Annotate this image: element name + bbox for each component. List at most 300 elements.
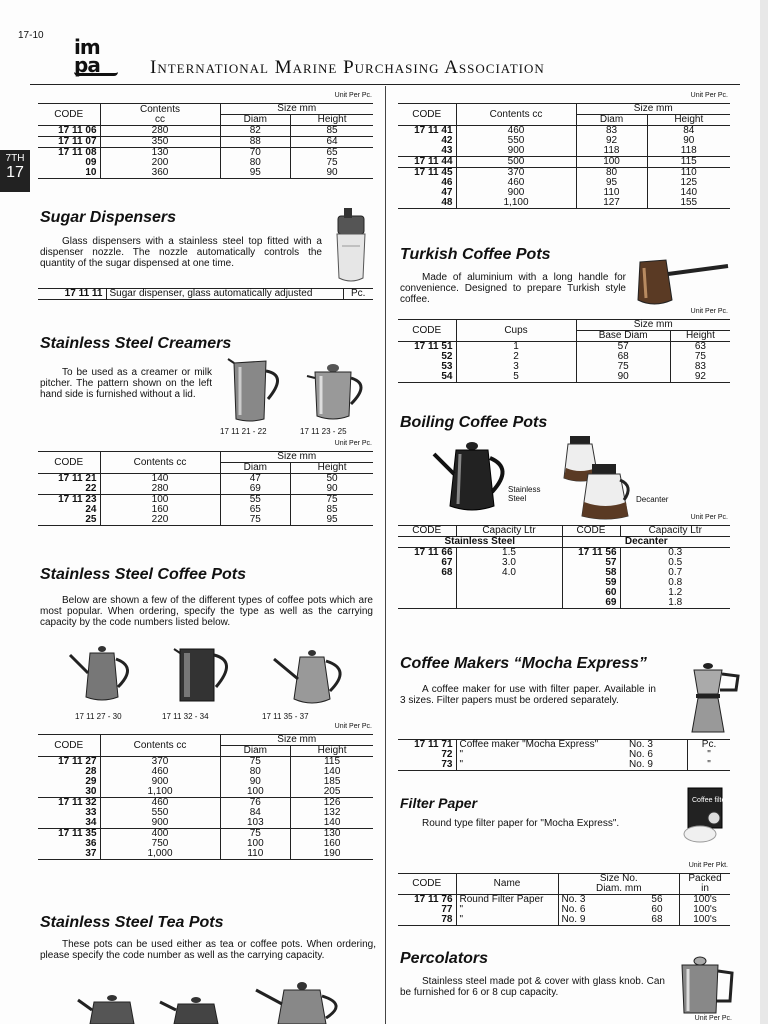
column-divider — [385, 86, 386, 1024]
contents-cell: 900 — [456, 188, 576, 198]
unit-cell: Pc. — [688, 740, 730, 751]
t1-body — [38, 126, 373, 179]
contents-cell: 130 — [100, 148, 220, 159]
side-tab-number: 17 — [6, 164, 24, 181]
th-size: Size mm — [576, 320, 730, 331]
th-diam: Diam — [576, 115, 647, 126]
coffeepots-cap2: 17 11 32 - 34 — [162, 712, 209, 721]
height-cell: 190 — [291, 849, 373, 860]
code-cell: 78 — [441, 914, 453, 925]
cups-cell: 5 — [456, 372, 576, 383]
boiling-body — [398, 548, 730, 609]
decanter-capacity-cell: 1.8 — [620, 598, 730, 609]
steel-code-cell: 17 11 66 — [414, 547, 453, 558]
percolators-unit: Unit Per Pc. — [694, 1015, 732, 1022]
contents-cell: 100 — [100, 495, 220, 506]
diam-cell: 47 — [220, 474, 291, 485]
steel-capacity-cell: 4.0 — [456, 568, 562, 578]
height-cell: 75 — [291, 495, 373, 506]
name-cell: " — [456, 915, 558, 926]
coffeepots-cap1: 17 11 27 - 30 — [75, 712, 122, 721]
table-row — [398, 198, 730, 209]
code-cell: 47 — [441, 187, 453, 198]
base-diam-cell: 57 — [576, 342, 670, 353]
diam-cell: 80 — [220, 767, 291, 777]
diam-cell: 84 — [220, 808, 291, 818]
contents-cell: 1,100 — [456, 198, 576, 209]
code-cell: 33 — [85, 807, 97, 818]
percolators-desc: Stainless steel made pot & cover with glass knob. Can be furnished for 6 or 8 cup capacity. — [400, 976, 665, 998]
code-cell: 54 — [441, 371, 453, 382]
cups-cell: 2 — [456, 352, 576, 362]
cups-cell: 1 — [456, 342, 576, 353]
steel-code-cell — [398, 588, 456, 598]
side-tab-edition: 7TH — [5, 153, 25, 164]
code-cell: 17 11 32 — [38, 798, 100, 809]
t2-body — [398, 126, 730, 209]
coffeepots-table — [38, 734, 373, 860]
th-code: CODE — [398, 104, 456, 126]
code-cell: 17 11 71 — [414, 739, 453, 750]
contents-cell: 550 — [456, 136, 576, 146]
diam-cell: 55 — [220, 495, 291, 506]
item-cell: " — [456, 750, 626, 760]
height-cell: 90 — [291, 168, 373, 179]
th-code-2: CODE — [562, 526, 620, 537]
th-decanter: Decanter — [562, 537, 730, 548]
contents-cell: 370 — [100, 757, 220, 768]
coffeepots-unit: Unit Per Pc. — [334, 723, 372, 730]
packed-cell: 100's — [680, 915, 730, 926]
coffeepots-cap3: 17 11 35 - 37 — [262, 712, 309, 721]
code-cell: 36 — [85, 838, 97, 849]
code-cell: 09 — [85, 157, 97, 168]
sugar-unit: Pc. — [343, 289, 373, 300]
boiling-label-steel: Stainless Steel — [508, 485, 541, 503]
height-cell: 92 — [670, 372, 730, 383]
decanter-code-cell: 69 — [562, 598, 620, 609]
height-cell: 140 — [647, 188, 730, 198]
base-diam-cell: 75 — [576, 362, 670, 372]
table-row — [38, 168, 373, 179]
contents-cell: 750 — [100, 839, 220, 849]
code-cell: 37 — [85, 848, 97, 859]
table-row — [398, 760, 730, 771]
table-row — [398, 915, 730, 926]
mocha-desc: A coffee maker for use with filter paper. Available in 3 sizes. Filter papers must be ordered separately. — [400, 684, 656, 706]
th-height: Height — [647, 115, 730, 126]
th-contents: Contents cc — [100, 735, 220, 757]
creamers-table — [38, 451, 373, 526]
steel-capacity-cell — [456, 578, 562, 588]
coffeepots-body — [38, 757, 373, 860]
coffeepot-straight-icon — [172, 643, 244, 705]
diam-cell: 100 — [220, 839, 291, 849]
diam-cell: 82 — [220, 126, 291, 137]
sugar-table — [38, 288, 373, 300]
table-row — [38, 484, 373, 495]
sugar-dispenser-icon — [330, 206, 372, 286]
height-cell: 84 — [647, 126, 730, 137]
height-cell: 85 — [291, 505, 373, 515]
code-cell: 34 — [85, 817, 97, 828]
side-tab[interactable] — [0, 150, 30, 192]
t1-unit: Unit Per Pc. — [334, 92, 372, 99]
header-rule — [30, 84, 740, 85]
diam-cell: 95 — [576, 178, 647, 188]
th-code: CODE — [38, 452, 100, 474]
filter-unit: Unit Per Pkt. — [688, 862, 728, 869]
cups-cell: 3 — [456, 362, 576, 372]
th-code: CODE — [38, 735, 100, 757]
height-cell: 130 — [291, 829, 373, 840]
contents-cell: 140 — [100, 474, 220, 485]
teapot-1-icon — [76, 992, 150, 1024]
contents-cell: 900 — [100, 777, 220, 787]
page-edge — [760, 0, 768, 1024]
boiling-label-decanter: Decanter — [636, 495, 669, 504]
item-cell: " — [456, 760, 626, 771]
code-cell: 17 11 35 — [38, 829, 100, 840]
code-cell: 25 — [85, 514, 97, 525]
teapot-2-icon — [156, 994, 236, 1024]
table-row — [398, 146, 730, 157]
filter-table — [398, 873, 730, 926]
code-cell: 17 11 45 — [398, 168, 456, 179]
diam-cell: 80 — [576, 168, 647, 179]
th-base: Base Diam — [576, 331, 670, 342]
steel-capacity-cell — [456, 588, 562, 598]
unit-cell: " — [688, 750, 730, 760]
decanter-code-cell: 60 — [562, 588, 620, 598]
impa-logo — [74, 35, 118, 77]
decanter-capacity-cell: 1.2 — [620, 588, 730, 598]
height-cell: 85 — [291, 126, 373, 137]
code-cell: 73 — [441, 759, 453, 770]
height-cell: 64 — [291, 137, 373, 148]
height-cell: 205 — [291, 787, 373, 798]
name-cell: Round Filter Paper — [456, 895, 558, 906]
coffeepots-title: Stainless Steel Coffee Pots — [40, 566, 246, 583]
diam-cell: 56 — [651, 894, 663, 905]
contents-cell: 360 — [100, 168, 220, 179]
percolators-title: Percolators — [400, 950, 489, 967]
table-row — [38, 137, 373, 148]
height-cell: 83 — [670, 362, 730, 372]
table-row — [38, 849, 373, 860]
creamers-desc: To be used as a creamer or milk pitcher. The pattern shown on the left hand side is furnished without a lid. — [40, 367, 212, 400]
steel-code-cell: 67 — [441, 557, 453, 568]
sugar-desc: Glass dispensers with a stainless steel top fitted with a dispenser nozzle. The nozzle automatically controls the quantity of the sugar dispensed at one time. — [40, 236, 322, 269]
th-name: Name — [456, 874, 558, 895]
th-code: CODE — [38, 104, 100, 126]
teapots-title: Stainless Steel Tea Pots — [40, 914, 224, 931]
th-size: Size mm — [220, 735, 373, 746]
boiling-title: Boiling Coffee Pots — [400, 414, 548, 431]
mocha-body — [398, 740, 730, 771]
th-diam: Diam — [220, 463, 291, 474]
th-capacity-2: Capacity Ltr — [620, 526, 730, 537]
contents-cell: 280 — [100, 484, 220, 495]
height-cell: 140 — [291, 818, 373, 829]
height-cell: 110 — [647, 168, 730, 179]
th-height: Height — [670, 331, 730, 342]
code-cell: 17 11 21 — [58, 473, 97, 484]
th-cups: Cups — [456, 320, 576, 342]
diam-cell: 83 — [576, 126, 647, 137]
decanter-code-cell: 59 — [562, 578, 620, 588]
contents-cell: 400 — [100, 829, 220, 840]
th-code: CODE — [398, 874, 456, 895]
diam-cell: 76 — [220, 798, 291, 809]
decanter-code-cell: 57 — [562, 558, 620, 568]
turkish-title: Turkish Coffee Pots — [400, 246, 551, 263]
diam-cell: 110 — [576, 188, 647, 198]
diam-cell: 80 — [220, 158, 291, 168]
diam-cell: 75 — [220, 515, 291, 526]
boiling-table — [398, 525, 730, 609]
contents-cell: 460 — [456, 126, 576, 137]
logo-bottom: pa — [74, 53, 100, 77]
turkish-table — [398, 319, 730, 383]
th-code: CODE — [398, 526, 456, 537]
th-height: Height — [291, 463, 373, 474]
height-cell: 90 — [291, 484, 373, 495]
table-row — [38, 126, 373, 137]
th-size: Size mm — [576, 104, 730, 115]
contents-cell: 550 — [100, 808, 220, 818]
th-contents: Contents cc — [100, 104, 220, 126]
code-cell: 42 — [441, 135, 453, 146]
coffeepot-bellied-icon — [270, 645, 356, 707]
contents-cell: 160 — [100, 505, 220, 515]
code-cell: 17 11 51 — [414, 341, 453, 352]
th-size: Size No. Diam. mm — [558, 874, 680, 895]
unit-cell: " — [688, 760, 730, 771]
height-cell: 50 — [291, 474, 373, 485]
steel-capacity-cell: 3.0 — [456, 558, 562, 568]
code-cell: 17 11 07 — [38, 137, 100, 148]
contents-cell: 220 — [100, 515, 220, 526]
name-cell: " — [456, 905, 558, 915]
height-cell: 126 — [291, 798, 373, 809]
height-cell: 132 — [291, 808, 373, 818]
packed-cell: 100's — [680, 895, 730, 906]
creamers-cap1: 17 11 21 - 22 — [220, 427, 267, 436]
th-contents: Contents cc — [456, 104, 576, 126]
turkish-body — [398, 342, 730, 383]
th-size: Size mm — [220, 452, 373, 463]
t2-table — [398, 103, 730, 209]
sugar-code: 17 11 11 — [64, 288, 103, 299]
diam-cell: 88 — [220, 137, 291, 148]
contents-cell: 460 — [100, 767, 220, 777]
code-cell: 24 — [85, 504, 97, 515]
th-capacity: Capacity Ltr — [456, 526, 562, 537]
logo-top: im — [74, 35, 100, 59]
height-cell: 65 — [291, 148, 373, 159]
code-cell: 46 — [441, 177, 453, 188]
height-cell: 115 — [291, 757, 373, 768]
table-row — [398, 372, 730, 383]
size-cell: No. 9 — [629, 759, 653, 770]
height-cell: 140 — [291, 767, 373, 777]
th-diam: Diam — [220, 746, 291, 757]
diam-cell: 75 — [220, 757, 291, 768]
turkish-desc: Made of aluminium with a long handle for convenience. Designed to prepare Turkish style coffee. — [400, 272, 626, 305]
th-steel: Stainless Steel — [398, 537, 562, 548]
th-packed: Packed in — [680, 874, 730, 895]
height-cell: 155 — [647, 198, 730, 209]
height-cell: 118 — [647, 146, 730, 157]
diam-cell: 75 — [220, 829, 291, 840]
sugar-item: Sugar dispenser, glass automatically adjusted — [106, 289, 343, 300]
teapot-3-icon — [252, 978, 352, 1024]
filter-desc: Round type filter paper for "Mocha Express". — [422, 818, 620, 829]
creamers-cap2: 17 11 23 - 25 — [300, 427, 347, 436]
diam-cell: 70 — [220, 148, 291, 159]
packed-cell: 100's — [680, 905, 730, 915]
contents-cell: 500 — [456, 157, 576, 168]
table-row — [38, 515, 373, 526]
height-cell: 115 — [647, 157, 730, 168]
th-height: Height — [291, 115, 373, 126]
diam-cell: 127 — [576, 198, 647, 209]
height-cell: 75 — [291, 158, 373, 168]
contents-cell: 1,000 — [100, 849, 220, 860]
table-row — [38, 787, 373, 798]
creamers-unit: Unit Per Pc. — [334, 440, 372, 447]
code-cell: 17 11 76 — [414, 894, 453, 905]
contents-cell: 200 — [100, 158, 220, 168]
size-cell: No. 3 — [629, 739, 653, 750]
diam-cell: 65 — [220, 505, 291, 515]
diam-cell: 110 — [220, 849, 291, 860]
creamer-jug-icon — [226, 355, 296, 425]
teapots-desc: These pots can be used either as tea or coffee pots. When ordering, please specify the code number as well as the carrying capacity. — [40, 939, 376, 961]
size-cell: No. 6 — [629, 749, 653, 760]
diam-cell: 100 — [220, 787, 291, 798]
contents-cell: 460 — [100, 798, 220, 809]
diam-cell: 118 — [576, 146, 647, 157]
code-cell: 17 11 08 — [38, 148, 100, 159]
code-cell: 10 — [85, 167, 97, 178]
org-name: International Marine Purchasing Association — [150, 57, 545, 78]
code-cell: 52 — [441, 351, 453, 362]
height-cell: 185 — [291, 777, 373, 787]
th-diam: Diam — [220, 115, 291, 126]
sugar-title: Sugar Dispensers — [40, 209, 177, 226]
diam-cell: 103 — [220, 818, 291, 829]
code-cell: 17 11 27 — [58, 756, 97, 767]
steel-code-cell — [398, 578, 456, 588]
decanter-capacity-cell: 0.7 — [620, 568, 730, 578]
boiling-unit: Unit Per Pc. — [690, 514, 728, 521]
diam-cell: 68 — [651, 914, 663, 925]
size-no-cell: No. 3 — [558, 895, 635, 906]
contents-cell: 350 — [100, 137, 220, 148]
size-no-cell: No. 9 — [558, 915, 635, 926]
decanter-capacity-cell: 0.3 — [620, 548, 730, 559]
decanter-large-icon — [580, 462, 632, 520]
decanter-capacity-cell: 0.8 — [620, 578, 730, 588]
contents-cell: 1,100 — [100, 787, 220, 798]
creamer-lid-icon — [305, 358, 375, 424]
diam-cell: 90 — [220, 777, 291, 787]
diam-cell: 69 — [220, 484, 291, 495]
mocha-table — [398, 739, 730, 771]
contents-cell: 900 — [100, 818, 220, 829]
decanter-code-cell: 17 11 56 — [562, 548, 620, 559]
height-cell: 160 — [291, 839, 373, 849]
filter-body — [398, 895, 730, 926]
code-cell: 72 — [441, 749, 453, 760]
turkish-pot-icon — [632, 252, 732, 308]
contents-cell: 900 — [456, 146, 576, 157]
filter-box-label: Coffee filter — [692, 797, 728, 804]
base-diam-cell: 68 — [576, 352, 670, 362]
diam-cell: 92 — [576, 136, 647, 146]
code-cell: 77 — [441, 904, 453, 915]
height-cell: 90 — [647, 136, 730, 146]
steel-capacity-cell: 1.5 — [456, 548, 562, 559]
th-height: Height — [291, 746, 373, 757]
code-cell: 17 11 41 — [414, 125, 453, 136]
t2-unit: Unit Per Pc. — [690, 92, 728, 99]
code-cell: 29 — [85, 776, 97, 787]
steel-code-cell — [398, 598, 456, 609]
base-diam-cell: 90 — [576, 372, 670, 383]
steel-code-cell: 68 — [441, 567, 453, 578]
decanter-code-cell: 58 — [562, 568, 620, 578]
code-cell: 17 11 44 — [398, 157, 456, 168]
contents-cell: 370 — [456, 168, 576, 179]
percolator-icon — [672, 955, 738, 1015]
creamers-body — [38, 474, 373, 526]
coffeepot-tall-icon — [66, 643, 140, 707]
page-number: 17-10 — [18, 30, 44, 41]
code-cell: 30 — [85, 786, 97, 797]
boiling-pot-icon — [430, 440, 516, 514]
table-row — [38, 818, 373, 829]
filter-title: Filter Paper — [400, 795, 478, 811]
height-cell: 63 — [670, 342, 730, 353]
mocha-title: Coffee Makers “Mocha Express” — [400, 655, 647, 672]
creamers-title: Stainless Steel Creamers — [40, 335, 232, 352]
contents-cell: 280 — [100, 126, 220, 137]
filter-box-icon — [680, 784, 728, 848]
diam-cell: 100 — [576, 157, 647, 168]
height-cell: 95 — [291, 515, 373, 526]
th-size: Size mm — [220, 104, 373, 115]
coffeepots-desc: Below are shown a few of the different types of coffee pots which are most popular. When ordering, specify the type as well as the carrying capacity by the code numbers listed below. — [40, 595, 373, 628]
code-cell: 53 — [441, 361, 453, 372]
contents-cell: 460 — [456, 178, 576, 188]
item-cell: Coffee maker "Mocha Express" — [456, 740, 626, 751]
th-code: CODE — [398, 320, 456, 342]
code-cell: 22 — [85, 483, 97, 494]
table-row — [398, 157, 730, 168]
mocha-maker-icon — [680, 660, 742, 736]
code-cell: 17 11 23 — [38, 495, 100, 506]
turkish-unit: Unit Per Pc. — [690, 308, 728, 315]
code-cell: 48 — [441, 197, 453, 208]
diam-cell: 60 — [651, 904, 663, 915]
steel-capacity-cell — [456, 598, 562, 609]
height-cell: 75 — [670, 352, 730, 362]
t1-table — [38, 103, 373, 179]
decanter-capacity-cell: 0.5 — [620, 558, 730, 568]
